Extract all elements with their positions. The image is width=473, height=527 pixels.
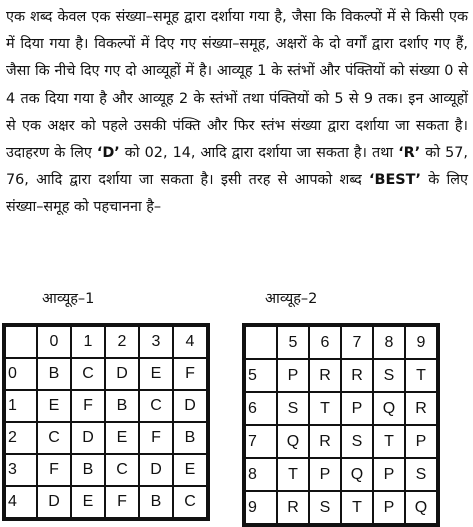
matrix-1: [2, 323, 210, 521]
matrix-cell: E: [71, 486, 105, 519]
matrix-row: [244, 458, 438, 491]
matrix-cell: R: [341, 359, 373, 392]
matrix-row: [244, 359, 438, 392]
row-header: 1: [4, 390, 37, 422]
matrix-row: [4, 358, 208, 390]
column-header: 8: [373, 325, 405, 359]
matrix-cell: E: [105, 422, 139, 454]
passage-text: एक शब्द केवल एक संख्या–समूह द्वारा दर्शाया गया है, जैसा कि विकल्पों में से किसी एक में दिया गया है। विकल्पों में दिए गए संख्या–समूह, अक्षरों के दो वर्गों द्वारा दर्शाए गए हैं, जैसा कि नीचे दिए गए दो आव्यूहों में है। आव्यूह 1 के स्तंभों और पंक्तियों को संख्या 0 से 4 तक दिया गया है और आव्यूह 2 के स्तंभों तथा पंक्तियों को 5 से 9 तक। इन आव्यूहों से एक अक्षर को पहले उसकी पंक्ति और फिर स्तंभ संख्या द्वारा दर्शाया जा सकता है। उदाहरण के लिए: [6, 9, 468, 162]
matrix-cell: B: [173, 422, 208, 454]
matrix-row: [244, 491, 438, 525]
matrix-cell: P: [405, 425, 438, 458]
row-header: 0: [4, 358, 37, 390]
matrix-header-row: [4, 325, 208, 358]
passage-text: को 57, 76, आदि द्वारा दर्शाया जा सकता है। इसी तरह से आपको शब्द: [6, 145, 468, 189]
matrix-cell: T: [277, 458, 309, 491]
matrix-cell: P: [373, 458, 405, 491]
target-word: ‘BEST’: [369, 172, 421, 189]
row-header: 6: [244, 392, 277, 425]
matrix-cell: B: [139, 486, 173, 519]
column-header: 7: [341, 325, 373, 359]
matrix-cell: R: [405, 392, 438, 425]
column-header: 6: [309, 325, 341, 359]
matrix-row: [244, 425, 438, 458]
matrix-cell: Q: [405, 491, 438, 525]
matrix-cell: D: [37, 486, 71, 519]
matrix-cell: S: [309, 491, 341, 525]
matrix-2: [242, 323, 440, 527]
matrix-cell: E: [37, 390, 71, 422]
matrix-row: [4, 390, 208, 422]
matrix-cell: T: [405, 359, 438, 392]
matrix-cell: R: [277, 491, 309, 525]
matrix-cell: C: [105, 454, 139, 486]
matrix-cell: Q: [277, 425, 309, 458]
row-header: 9: [244, 491, 277, 525]
matrix-cell: E: [139, 358, 173, 390]
matrix-cell: T: [341, 491, 373, 525]
matrix-cell: S: [373, 359, 405, 392]
row-header: 8: [244, 458, 277, 491]
matrix-cell: P: [341, 392, 373, 425]
passage-text: के लिए संख्या–समूह को पहचानना है–: [6, 172, 468, 216]
column-header: 1: [71, 325, 105, 358]
matrix-row: [4, 422, 208, 454]
matrix-row: [4, 454, 208, 486]
row-header: 4: [4, 486, 37, 519]
row-header: 7: [244, 425, 277, 458]
matrix-cell: F: [139, 422, 173, 454]
matrix-header-row: [244, 325, 438, 359]
matrix-row: [4, 486, 208, 519]
column-header: 3: [139, 325, 173, 358]
matrix-cell: F: [105, 486, 139, 519]
matrix-corner-cell: [4, 325, 37, 358]
matrix-cell: P: [277, 359, 309, 392]
matrix-cell: B: [37, 358, 71, 390]
matrix-cell: B: [71, 454, 105, 486]
matrix-cell: C: [139, 390, 173, 422]
matrix-cell: D: [173, 390, 208, 422]
matrix-cell: Q: [341, 458, 373, 491]
matrix-cell: C: [37, 422, 71, 454]
matrix-cell: C: [173, 486, 208, 519]
passage-text: को 02, 14, आदि द्वारा दर्शाया जा सकता है। तथा: [119, 145, 399, 162]
matrix2-label: आव्यूह–2: [265, 291, 318, 307]
matrix-cell: F: [71, 390, 105, 422]
matrix-row: [244, 392, 438, 425]
matrix-cell: F: [173, 358, 208, 390]
column-header: 0: [37, 325, 71, 358]
matrix-cell: D: [139, 454, 173, 486]
matrix-cell: P: [373, 491, 405, 525]
matrix-cell: S: [277, 392, 309, 425]
matrix-cell: R: [309, 359, 341, 392]
matrix-cell: S: [405, 458, 438, 491]
row-header: 5: [244, 359, 277, 392]
question-passage: [6, 4, 468, 222]
matrix-cell: B: [105, 390, 139, 422]
matrix-cell: F: [37, 454, 71, 486]
matrix-cell: P: [309, 458, 341, 491]
matrix-cell: E: [173, 454, 208, 486]
matrix-cell: D: [71, 422, 105, 454]
row-header: 2: [4, 422, 37, 454]
matrix-cell: S: [341, 425, 373, 458]
matrix-cell: T: [309, 392, 341, 425]
column-header: 4: [173, 325, 208, 358]
matrix-cell: T: [373, 425, 405, 458]
example-letter-r: ‘R’: [398, 145, 421, 162]
matrix-cell: R: [309, 425, 341, 458]
column-header: 2: [105, 325, 139, 358]
column-header: 5: [277, 325, 309, 359]
matrix-cell: C: [71, 358, 105, 390]
matrix-corner-cell: [244, 325, 277, 359]
example-letter-d: ‘D’: [96, 145, 120, 162]
column-header: 9: [405, 325, 438, 359]
matrix1-label: आव्यूह–1: [42, 291, 95, 307]
row-header: 3: [4, 454, 37, 486]
matrix-cell: Q: [373, 392, 405, 425]
matrix-cell: D: [105, 358, 139, 390]
